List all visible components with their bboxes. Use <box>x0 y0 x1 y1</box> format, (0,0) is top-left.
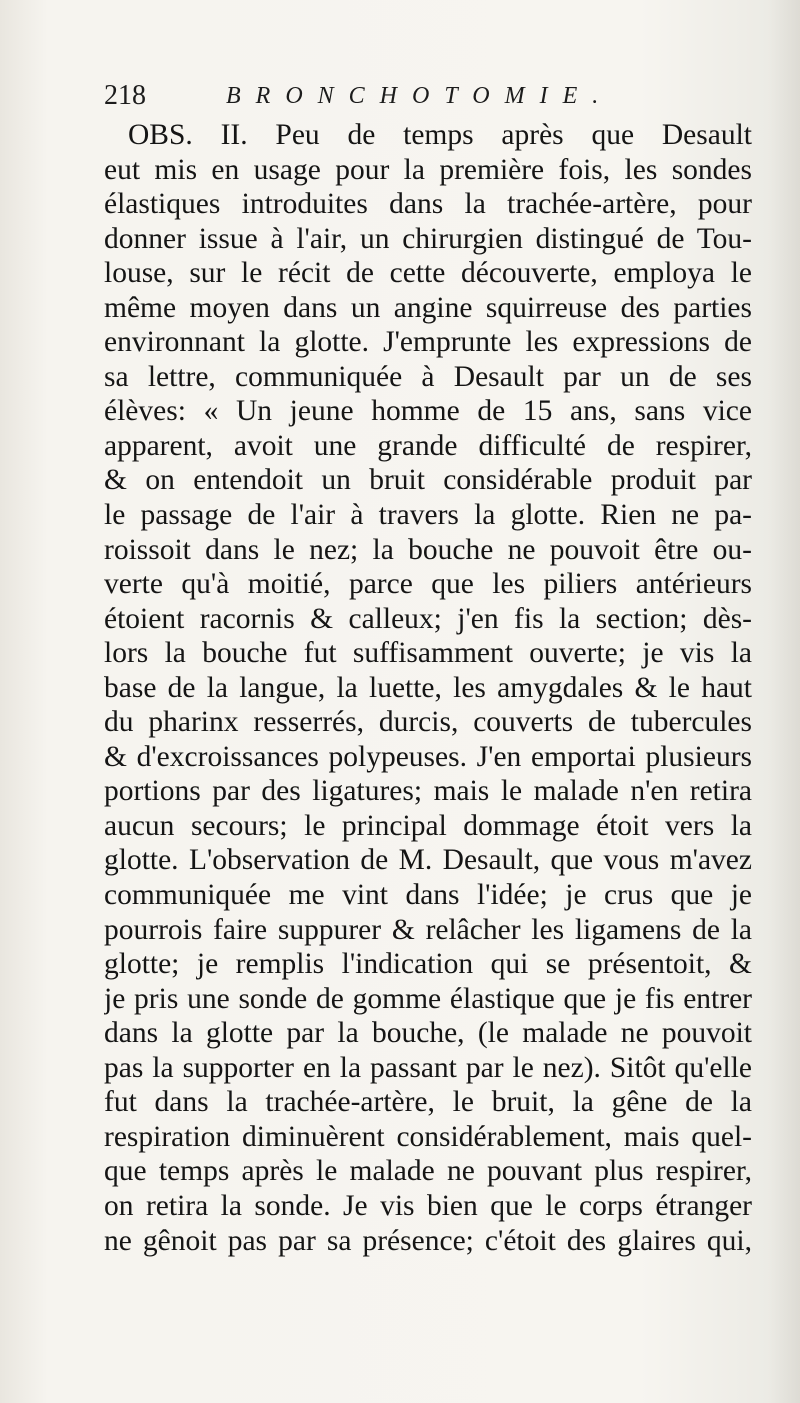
text-line: sa lettre, communiquée à Desault par un de ses <box>104 360 752 393</box>
text-line: lors la bouche fut suffisamment ouverte; je vis la <box>104 637 752 670</box>
text-line: je pris une sonde de gomme élastique que je fis entrer <box>104 982 752 1015</box>
running-head: BRONCHOTOMIE. <box>226 83 614 109</box>
text-line: étoient racornis & calleux; j'en fis la section; dès- <box>104 602 752 635</box>
text-line: environnant la glotte. J'emprunte les expressions de <box>104 326 752 359</box>
text-line: aucun secours; le principal dommage étoit vers la <box>104 809 752 842</box>
text-line: & on entendoit un bruit considérable produit par <box>104 464 752 497</box>
text-line: le passage de l'air à travers la glotte. Rien ne pa- <box>104 499 752 532</box>
text-line: communiquée me vint dans l'idée; je crus que je <box>104 879 752 912</box>
text-line: respiration diminuèrent considérablement, mais quel- <box>104 1120 752 1153</box>
body-text <box>104 118 752 1258</box>
text-line: louse, sur le récit de cette découverte, employa le <box>104 257 752 290</box>
text-line: pas la supporter en la passant par le nez). Sitôt qu'elle <box>104 1051 752 1084</box>
text-line: eut mis en usage pour la première fois, les sondes <box>104 153 752 186</box>
text-line: même moyen dans un angine squirreuse des parties <box>104 291 752 324</box>
text-line: glotte. L'observation de M. Desault, que vous m'avez <box>104 844 752 877</box>
text-line: base de la langue, la luette, les amygdales & le haut <box>104 671 752 704</box>
text-line: apparent, avoit une grande difficulté de respirer, <box>104 429 752 462</box>
text-line: OBS. II. Peu de temps après que Desault <box>128 119 752 151</box>
text-line: dans la glotte par la bouche, (le malade ne pouvoit <box>104 1017 752 1050</box>
text-line: roissoit dans le nez; la bouche ne pouvoit être ou- <box>104 533 752 566</box>
text-line: ne gênoit pas par sa présence; c'étoit des glaires qui, <box>104 1224 752 1257</box>
text-line: élèves: « Un jeune homme de 15 ans, sans vice <box>104 395 752 428</box>
text-line: élastiques introduites dans la trachée-artère, pour <box>104 188 752 221</box>
text-line: fut dans la trachée-artère, le bruit, la gêne de la <box>104 1086 752 1119</box>
text-line: que temps après le malade ne pouvant plus respirer, <box>104 1155 752 1188</box>
text-line: on retira la sonde. Je vis bien que le corps étranger <box>104 1189 752 1222</box>
page-number: 218 <box>104 80 146 111</box>
text-line: & d'excroissances polypeuses. J'en emportai plusieurs <box>104 740 752 773</box>
text-line: verte qu'à moitié, parce que les piliers antérieurs <box>104 568 752 601</box>
text-line: glotte; je remplis l'indication qui se présentoit, & <box>104 948 752 981</box>
text-line: donner issue à l'air, un chirurgien distingué de Tou- <box>104 222 752 255</box>
text-line: portions par des ligatures; mais le malade n'en retira <box>104 775 752 808</box>
page-header <box>104 78 664 114</box>
text-line: du pharinx resserrés, durcis, couverts de tubercules <box>104 706 752 739</box>
text-line: pourrois faire suppurer & relâcher les ligamens de la <box>104 913 752 946</box>
